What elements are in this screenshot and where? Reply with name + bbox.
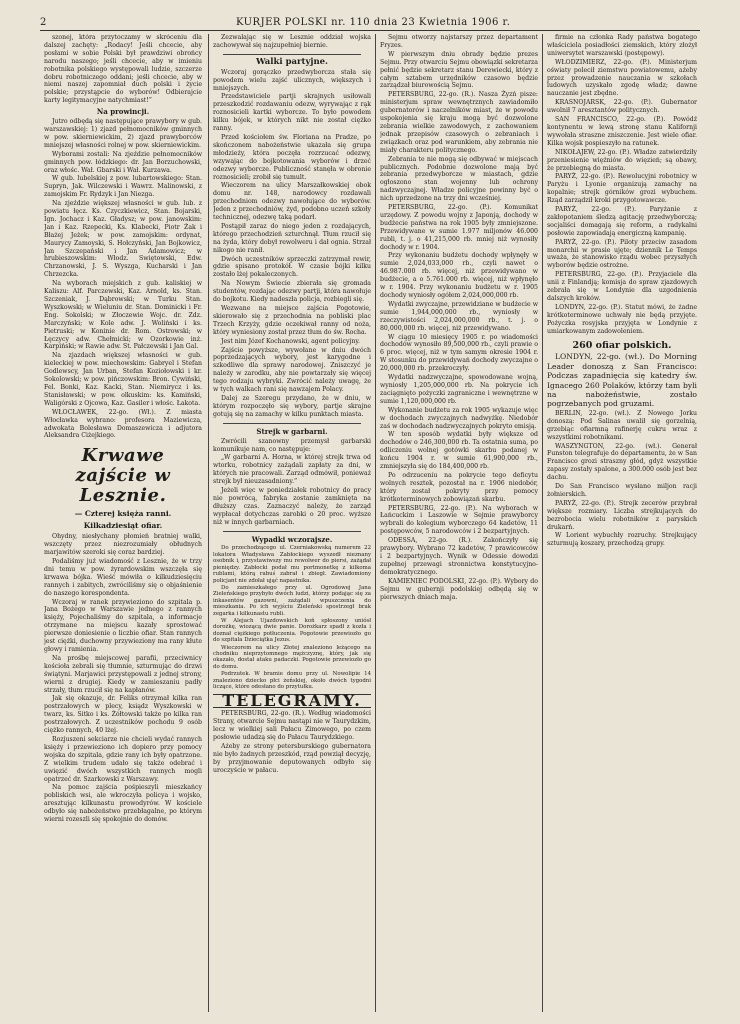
paragraph: Wykonanie budżetu za rok 1905 wykazuje więc w dochodach zwyczajnych nadwyżkę. Niedobór zaś w dochodach nadzwyczajnych pokryto emisją. [380, 406, 538, 430]
column-2 [213, 34, 371, 1012]
column-rule [542, 34, 543, 1012]
paragraph: firmie na członka Rady państwa bogatego właściciela posiadłości ziemskich, który złożył uniwersytet warszawski (postępowy). [547, 34, 697, 57]
page-number: 2 [40, 16, 47, 28]
paragraph: Jak się okazuje, dr. Feliks otrzymał kilka ran postrzałowych w plecy, ksiądz Wyszkowski w twarz, ks. Sitko i ks. Żółtowski także po kilka ran postrzałowych. Z uczestników pochodu 9 osób ciężko rannych, 40 lżej. [44, 695, 202, 735]
column-3 [380, 34, 538, 1012]
divider [223, 531, 361, 532]
paragraph: Do przechodzącego ul. Czerniakowską numerem 22 lokatora Władysława Zabłockiego wyszedł nieznany osobnik i, przystawiwszy mu rewolwer do piersi, zażądał pieniędzy. Zabłocki podał mu portmonetkę z kilkoma rublami, którą rabuś zabrał i zbiegł. Zawiadomiony policjant nie zdołał ująć napastnika. [213, 545, 371, 584]
paragraph: Ohydny, niesłychany płomień bratniej walki, wszczęty przez niezrozumiały obłudnych marjawitów szeroki się coraz bardziej. [44, 533, 202, 557]
paragraph: Rozjuszeni sekciarze nie chcieli wydać rannych księży i przewieziono ich dopiero przy pomocy wojska do szpitala, gdzie rany ich były opatrzone. Z wielkim trudem udało się także odebrać i uwięzić dwóch wszystkich rannych mogli opatrzeć dr. Szarkowski z Warszawy. [44, 735, 202, 783]
lead-paragraph: LONDYN, 22-go. (wł.). Do Morning Leader donoszą z San Francisco: Podczas zapadnięcia się katedry św. Ignacego 260 Polaków, którzy tam byli na nabożeństwie, zostało pogrzebanych pod gruzami. [547, 352, 697, 409]
paragraph: Do San Francisco wysłano miljon racji żołnierskich. [547, 483, 697, 498]
paragraph: Jest nim Józef Kochanowski, agent policyjny. [221, 337, 361, 345]
section-heading: Na prowincji. [96, 107, 150, 117]
paragraph: Na Nowym Świecie zbierała się gromada studentów, rozdając odezwy partji, która nawołuje do bojkotu. Kiedy nadeszła policja, rozbiegli się. [213, 280, 371, 304]
column-rule [208, 34, 209, 1012]
paragraph: Na pomoc zajścia pośpieszyli mieszkańcy pobliskich wsi, ale wkroczyła policya i wojsko, aresztując kilkunastu prowodyrów. W kościele odbyło się nabożeństwo przebłagalne, po którym wierni rozeszli się spokojnie do domów. [44, 784, 202, 824]
paragraph: PETERSBURG, 22-go. (P.). Na wyborach w Łańcuckim i Laszowie w Sejmie prawyborcy wybrali do kolegium wyborczego 64 kadetów, 11 postępowców, 5 narodowców i 2 bezpartyjnych. [380, 504, 538, 536]
column-4 [547, 34, 697, 1012]
column-rule [375, 34, 376, 1012]
paragraph: Wieczorem na ulicy Złotej znaleziono leżącego na chodniku nieprzytomnego mężczyznę, który, jak się okazało, dostał ataku padaczki. Pogotowie przewiozło go do domu. [213, 644, 371, 670]
paragraph: „W garbarni A. Horna, w której strejk trwa od wtorku, robotnicy zażądali zapłaty za dni, w których nie pracowali. Zarząd odmówił, ponieważ strejk był nieuzasadniony.” [213, 454, 371, 486]
telegram-heading: TELEGRAMY. [213, 694, 371, 708]
paragraph: Podrzutek. W bramie domu przy ul. Nowolipie 14 znaleziono dziecko płci żeńskiej, około dwóch tygodni liczące, które odesłano do przytułku. [213, 671, 371, 690]
paragraph: Zwrócili szanowny przemysł garbarski komunikuje nam, co następuje: [213, 437, 371, 453]
page-header [40, 14, 700, 31]
paragraph: LONDYN, 22-go. (P.). Statut mówi, że żadne krótkoterminowe uchwały nie będą przyjęte. Pożyczka rosyjska przyjęta w Londynie z umiarkowanym zadowoleniem. [547, 303, 697, 335]
paragraph: szonej, która przytoczamy w skróceniu dla dalszej zachęty: „Rodacy! Jeśli chcecie, aby posłami w sobie Polski był prawdziwi obrońcy narodu naszego; jeśli chcecie, aby w imieniu robotnika polskiego występowali ludzie, szczerze dobru robotniczego oddani; jeśli chcecie, aby w niemi naszej zapomniał duch polski i życie polskie; przystąpcie do wyborów! Odbierajcie karty legitymacyjne natychmiast!” [44, 34, 202, 105]
paragraph: Przed kościołem św. Floriana na Pradze, po skończonem nabożeństwie ukazała się grupa młodzieży, która poczęła rozrzucać odezwy, wzywając do bojkotowania wyborów i drzeć odezwy wyborcze. Publiczność stanęła w obronie roznosicieli; zrobił się tumult. [213, 133, 371, 181]
paragraph: Ażeby ze strony petersburskiego gubernatora nie było żadnych przeszkód, rząd powziął decyzję, by przyjmowanie deputowanych odbyło się uroczyście w pałacu. [213, 742, 371, 774]
paragraph: W Alejach Ujazdowskich koń spłoszony uniósł dorożkę, wiozącą dwie panie. Dorożkarz spadł z kozła i doznał ciężkiego potłuczenia. Pogotowie przewiozło go do szpitala Dzieciątka Jezus. [213, 617, 371, 644]
paragraph: Przedstawiciele partji skrajnych usiłowali przeszkodzić rozdawaniu odezw, wyrywając z rąk roznosicieli kartki wyborcze. To było powodem kilku bójek, w których nikt nie został ciężko ranny. [213, 93, 371, 133]
paragraph: PETERSBURG, 22-go. (R.). Nasza Żyzń pisze: ministerjum spraw wewnętrznych zawiadomiło gubernatorów i naczelników miast, że w powodu uspokojenia się kraju mogą być dozwolone zebrania wielkie zawodowych, z zachowaniem jednak przepisów czasowych o zebraniach i związkach oraz pod warunkiem, aby zebrania nie miały charakteru politycznego. [380, 91, 538, 154]
article-subheading: Kilkadziesiąt ofiar. [83, 521, 163, 531]
paragraph: W ciągu 10 miesięcy 1905 r. po wiadomości dochodów wynosiło 89,500,000 rb., czyli prawie o 6 proc. więcej, niż w tym samym okresie 1904 r. W stosunku do przewidywań dochody zwyczajne o 20,000,000 rb. przekroczyły. [380, 333, 538, 373]
article-headline: Krwawe zajście w Lesznie. [75, 445, 171, 507]
column-1 [44, 34, 202, 1012]
paragraph: WASZYNGTON, 22-go. (wł.). Generał Funston telegrafuje do departamentu, że w San Francisco grozi straszny głód, gdyż wszystkie zapasy zostały spalone, a 300.000 osób jest bez dachu. [547, 442, 697, 482]
paragraph: Jeżeli więc w poniedziałek robotnicy do pracy nie powrócą, fabryka zostanie zamknięta na dłuższy czas. Zaznaczyć należy, że zarząd wypłacał dotychczas zarobki o 20 proc. wyższe niż w innych garbarniach. [213, 487, 371, 526]
paragraph: Przy wykonaniu budżetu dochody wpłynęły w sumie 2,024,033,000 rb., czyli nawet o 46.987.000 rb. więcej, niż przewidywano w budżecie, a o 5.761.000 rb. więcej, niż wpłynęło w r. 1904. Przy wykonaniu budżetu w r. 1905 dochody wyniosły ogółem 2,024,000,000 rb. [380, 252, 538, 299]
paragraph: PETERSBURG, 22-go. (P.). Komunikat urzędowy. Z powodu wojny z Japonją, dochody w budżecie państwa na rok 1905 były zmniejszone. Przewidywane w sumie 1.977 miljonów 46.000 rubli, t. j. o 41,215,000 rb. mniej niż wynosiły dochody w r. 1904. [380, 204, 538, 251]
divider [223, 423, 361, 424]
paragraph: Wczoraj gorączko przedwyborcza stała się powodem wielu zajść ulicznych, większych i mniejszych. [213, 68, 371, 92]
paragraph: Wyborami zostali: Na zjeździe pełnomocników gminnych pow. łódzkiego: dr. Jan Borzuchowski, oraz włośc. Wał. Gbarski i Wał. Kurzawa. [44, 150, 202, 174]
paragraph: Wydatki zwyczajne, przewidziane w budżecie w sumie 1,944,000,000 rb., wyniosły w rzeczywistości 2,024,000,000 rb., t. j. o 80,000,000 rb. więcej, niż przewidywano. [380, 300, 538, 332]
paragraph: Do zamieszkałego przy ul. Ogrodowej Jana Zieleńskiego przybyło dwóch ludzi, którzy podając się za inkasentów gazowni, zażądali wpuszczenia do mieszkania. Po ich wyjściu Zieleński spostrzegł brak zegarka i kilkunastu rubli. [213, 584, 371, 617]
paragraph: Na wyborach miejskich z gub. kaliskiej w Kaliszu: Alf. Parczewski, Kaz. Arnold, ks. Stan. Szczeniak, J. Dąbrowski; w Turku Stan. Wyszkowski; w Wieluniu dr. Stan. Dominicki i Fr. Eng. Sokolski; w Złoczewie Wojc. dr. Zdz. Marczyński; w Kole adw. J. Woliński i ks. Pietruski; w Koninie dr. Rom. Ostrowski; w Łęczycy adw. Chełmicki; w Ozorkowie inż. Karpiński; w Rawie adw. St. Pałczewski i Jan Gal. [44, 280, 202, 351]
paragraph: Zezwalając się w Lesznie oddział wojska zachowywał się najzupełniej biernie. [213, 34, 371, 49]
paragraph: Wieczorem na ulicy Marszałkowskiej obok domu nr. 148, narodowcy rozdawali przechodniom odezwy nawołujące do wyborów. Jeden z przechodniów, żyd, podobno uczeń szkoły technicznej, odezwę taką podarł. [213, 182, 371, 222]
paragraph: Postąpił zaraz do niego jeden z rozdających, którego przechodzień szturchnął. Tłum rzucił się na żyda, który dobył rewolweru i dał ognia. Strzał nikogo nie ranił. [213, 222, 371, 254]
section-heading: Walki partyjne. [255, 56, 329, 67]
paragraph: PARYŻ, 22-go. (P.). Strejk zecerów przybrał większe rozmiary. Liczba strejkujących do bezrobocia wielu robotników z paryskich drukarń. [547, 499, 697, 531]
paragraph: PARYŻ, 22-go. (P.). Rewolucyjni robotnicy w Paryżu i Lyonie organizują zamachy na kopalnie; strejk górników grozi wybuchem. Rząd zarządził kroki przygotowawcze. [547, 173, 697, 205]
masthead: KURJER POLSKI nr. 110 dnia 23 Kwietnia 1906 r. [236, 16, 511, 28]
paragraph: Sejmu otworzy najstarszy przez departament Fryzes. [380, 34, 538, 49]
paragraph: Na prośbę miejscowej parafii, przeciwnicy kościoła zebrali się tłumnie, szturmując do drzwi świątyni. Marjawici przystępowali z jednej strony, wierni z drugiej. Kiedy w zamieszaniu padły strzały, tłum rzucił się na kapłanów. [44, 654, 202, 694]
paragraph: Wezwane na miejsce zajścia Pogotowie, skierowało się z przechodnia na pobliski plac Trzech Krzyży, gdzie oczekiwał ranny od noża, który wyniesiony został przez tłum do św. Rocha. [213, 305, 371, 336]
divider [223, 54, 361, 55]
paragraph: Zebrania te nie mogą się odbywać w miejscach publicznych. Podobnie dozwolone mają być zebrania przedwyborcze w miastach, gdzie ogłoszono stan wojenny lub ochrony nadzwyczajnej. Władze policyjne powinny być o nich uprzedzone na trzy dni wcześniej. [380, 155, 538, 203]
section-heading: Wypadki wczorajsze. [251, 534, 333, 544]
paragraph: Po odrzuceniu na pokrycie tego deficytu wolnych resztek, pozostał na r. 1906 niedobór, który został pokryty przy pomocy krótkoterminowych zobowiązań skarbu. [380, 471, 538, 503]
paragraph: W gub. lubelskiej z pow. lubartowskiego: Stan. Supryn, Jak. Wilczewski i Wawrz. Malinowski, z zamojskim Fr. Rydzyk i Jan Niezga. [44, 175, 202, 199]
paragraph: Dwóch uczestników sprzeczki zatrzymał rewir, gdzie spisano protokół. W czasie bójki kilku zostało lżej pokaleczonych. [213, 255, 371, 279]
paragraph: PETERSBURG, 22-go. (R.). Według wiadomości Strany, otwarcie Sejmu nastąpi nie w Taurydzkim, lecz w wielkiej sali Pałacu Zimowego, po czem posłowie udadzą się do Pałacu Taurydzkiego. [213, 710, 371, 742]
paragraph: Wydatki nadzwyczajne, spowodowane wojną, wyniosły 1,205,000,000 rb. Na pokrycie ich zaciągnięto pożyczki zagraniczne i wewnętrzne w sumie 1,120,000,000 rb. [380, 374, 538, 405]
paragraph: Na zjeździe większej własności w gub. lub. z powiatu łęcz. Ks. Czyczkiewicz, Stan. Bojarski, Ign. Jochacz i Kaz. Gładysz; w pow. janowskim: Jan i Kaz. Rzepecki, Ks. Klabecki, Piotr Żak i Błażej Jeżek; w pow. zamojskim: ordynat, Maurycy Zamoyski, S. Hołczyński, Jan Bojkowicz, Jan Szczepański i Jan Adamowicz; w hrubieszowskim: Włodz. Swiętowski, Edw. Chrzanowski, J. S. Wyszga, Kucharski i Jan Chrzezcka. [44, 200, 202, 279]
paragraph: PETERSBURG, 22-go. (P.). Przyjaciele dla unii z Finlandją; komisja do spraw zjazdowych zebrała się w Londynie dla uzgodnienia dalszych kroków. [547, 271, 697, 302]
paragraph: Jutro odbędą się następujące prawybory w gub. warszawskiej: 1) zjazd pełnomocników gminnych w pow. skierniewickim, 2) zjazd prawyborców mniejszej własności rolnej w pow. skierniewickim. [44, 118, 202, 149]
paragraph: W pierwszym dniu obrady będzie prezes Sejmu. Przy otwarciu Sejmu obowiązki sekretarza pełnić będzie sekretarz stanu Derewiecki, który z całym sztabem urzędników czasowo będzie zarządzał biurowością Sejmu. [380, 50, 538, 90]
paragraph: PARYŻ, 22-go. (P.). Piloty przeciw zasadom monarchii w prasie ujęte; dziennik Le Temps uważa, że stanowisko rządu wobec przyszłych wyborów będzie ostrożne. [547, 238, 697, 270]
paragraph: KAMIENIEC PODOLSKI, 22-go. (P.). Wybory do Sejmu w gubernji podolskiej odbędą się w pierwszych dniach maja. [380, 577, 538, 601]
article-headline: 260 ofiar polskich. [572, 339, 672, 351]
paragraph: NIKOŁAJEW, 22-go. (P.). Władze zatwierdziły przeniesienie więźniów do więzień; są obawy, że przebiegną do miasta. [547, 148, 697, 172]
paragraph: BERLIN, 22-go. (wł.). Z Nowego Jorku donoszą: Pod Salinas uwalił się gorzelnią, grzebiąc ofiarmną rafinerję cukru wraz z wszystkimi robotnikami. [547, 409, 697, 441]
paragraph: KRASNOJARSK, 22-go. (P.). Gubernator uwolnił 7 aresztantów politycznych. [547, 99, 697, 115]
section-heading: Strejk w garbarni. [256, 426, 328, 436]
paragraph: WŁODZIMIERZ, 22-go. (P.). Ministerjum oświaty polecił ziemstwu powiatowemu, ażeby przez prowadzenie nauczania w szkołach ludowych uzyskało zgodę władz; dawne nauczanie jest zbędne. [547, 58, 697, 98]
article-subheading: — Czterej księża ranni. [74, 509, 172, 519]
paragraph: Zajście powyższe, wywołane w dniu dwóch poprzedzających wybory, jest karygodne i szkodliwe dla sprawy narodowej. Zniszczyć je należy w zarodku, aby nie powtarzały się więcej tego rodzaju wybryki. Zwrócić należy uwagę, że w tych walkach rani się nawzajem Polacy. [213, 346, 371, 394]
paragraph: PARYŻ, 22-go. (P.). Paryżanie z zakłopotaniem śledzą agitację przedwyborczą; socjaliści domagają się reform, a radykalni posłowie zapowiadają energiczną kampanię. [547, 206, 697, 237]
paragraph: W Lorient wybuchły rozruchy. Strejkujący szturmują koszary, przechodzą grupy. [547, 532, 697, 548]
paragraph: Wczoraj w ranek przywieziono do szpitala p. Jana Bożego w Warszawie jednego z rannych księży, Pojechaliśmy do szpitala, a informacje otrzymane na miejscu kazały sprostować pierwsze doniesienie o liczbie ofiar. Stan rannych jest ciężki, duchowny przywieziony ma rany kłute głowy i ramienia. [44, 598, 202, 653]
paragraph: Dalej ze Szeregu przydano, że w dniu, w którym rozpoczęło się wybory, partje skrajne gotują się na zamachy w kilku punktach miasta. [213, 394, 371, 418]
paragraph: WŁOCŁAWEK, 22-go. (Wł.). Z miasta Włocławka wybrano: profesora Maziewicza, adwokata Bolesława Domaszewicza i adjutora Aleksandra Ciżejkiego. [44, 408, 202, 440]
paragraph: W ten sposób wydatki były większe od dochodów o 246,300,000 rb. Ta ostatnia suma, po odliczeniu wolnej gotówki skarbu podanej w końcu 1904 r. w sumie 61,900,000 rb., zmniejszyła się do 184,400,000 rb. [380, 431, 538, 471]
paragraph: ODESSA, 22-go. (R.). Zakończyły się prawybory. Wybrano 72 kadetów, 7 prawicowców i 2 bezpartyjnych. Wynik w Odessie dowodzi zupełnej przewagi stronnictwa konstytucyjno-demokratycznego. [380, 537, 538, 576]
paragraph: Na zjazdach większej własności w gub. kieleckiej w pow. miechowskim: Gabryel i Stefan Godlewscy, Jan Urban, Stefan Koziołowski i kr. Sokolowski; w pow. pińczowskim: Bron. Cywiński, Fel. Bonki, Kaz. Kacki, Stan. Niemirycz i ks. Stanisławski; w pow. olkuskim: ks. Kamiński, Waligórski z Ojcowa, Kaz. Gasiler i włośc. Łakota. [44, 352, 202, 407]
paragraph: SAN FRANCISCO, 22-go. (P.). Powódź kontynentu w lewą stronę stanu Kalifornji wywołała straszne zniszczenie. Jest wiele ofiar. Kilka wojsk pospieszyło na ratunek. [547, 116, 697, 147]
paragraph: Podaliśmy już wiadomość z Lesznie, że w trzy dni temu w pow. żyrardowskim wszczęła się krwawa bójka. Wieść mówiła o kilkudziesięciu rannych i zabitych, zwróciliśmy się o objaśnienie do naszego korespondenta. [44, 558, 202, 597]
